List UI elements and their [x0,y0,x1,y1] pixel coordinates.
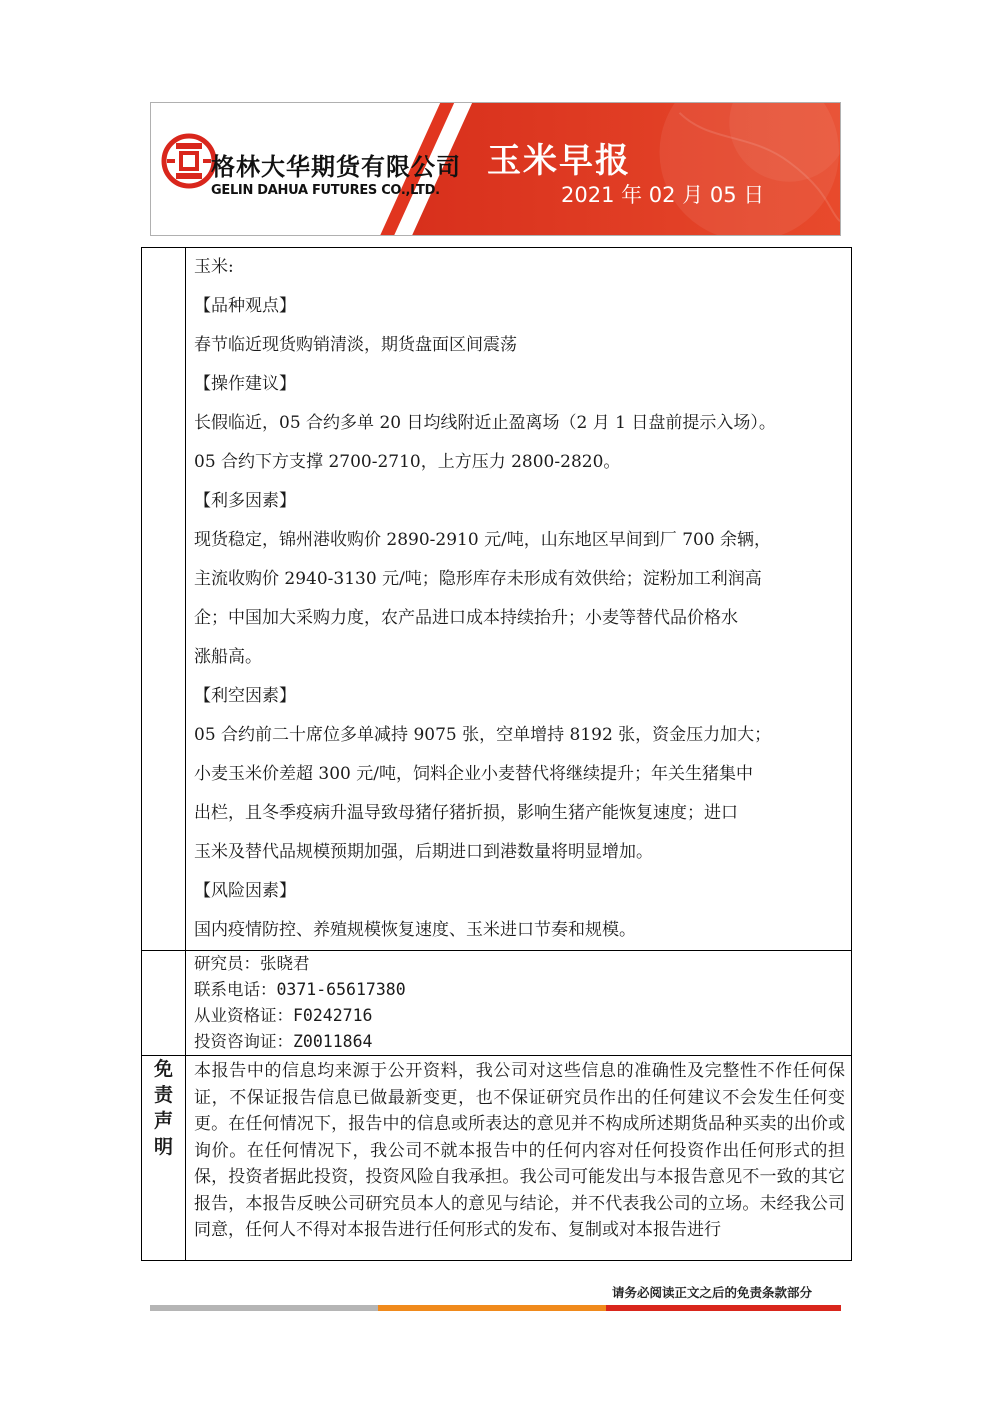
disclaimer-cell [186,1056,852,1261]
section-heading-view: 【品种观点】 [194,296,296,316]
company-logo-icon [161,133,217,189]
disclaimer-text: 本报告中的信息均来源于公开资料，我公司对这些信息的准确性及完整性不作任何保证，不保证报告信息已做最新变更，也不保证研究员作出的任何建议不会发生任何变更。在任何情况下，报告中的信息或所表达的意见并不构成所述期货品种买卖的出价或询价。在任何情况下，我公司不就本报告中的任何内容对任何投资作出任何形式的担保，投资者据此投资，投资风险自我承担。我公司可能发出与本报告意见不一致的其它报告，本报告反映公司研究员本人的意见与结论，并不代表我公司的立场。未经我公司同意，任何人不得对本报告进行任何形式的发布、复制或对本报告进行 [194,1061,845,1240]
content-line: 玉米及替代品规模预期加强，后期进口到港数量将明显增加。 [194,842,653,862]
content-line: 小麦玉米价差超 300 元/吨，饲料企业小麦替代将继续提升；年关生猪集中 [194,764,753,784]
footer-note: 请务必阅读正文之后的免责条款部分 [612,1285,813,1300]
section-heading-bearish: 【利空因素】 [194,686,296,706]
contact-phone: 联系电话：0371-65617380 [194,980,406,999]
report-title: 玉米早报 [487,141,631,181]
report-header-banner [150,102,841,236]
content-line: 玉米: [194,257,234,277]
analyst-row [142,951,852,1056]
disclaimer-label-char: 声 [153,1110,173,1132]
section-heading-risk: 【风险因素】 [194,881,296,901]
report-date: 2021 年 02 月 05 日 [561,183,765,207]
content-line: 主流收购价 2940-3130 元/吨；隐形库存未形成有效供给；淀粉加工利润高 [194,569,762,589]
footer-color-bar [150,1305,841,1311]
content-cell [186,248,852,951]
disclaimer-label-char: 责 [153,1084,173,1106]
content-line: 现货稳定，锦州港收购价 2890-2910 元/吨，山东地区早间到厂 700 余辆， [194,530,772,550]
analyst-left-cell [142,951,186,1056]
content-line: 春节临近现货购销清淡，期货盘面区间震荡 [194,335,517,355]
researcher-name: 研究员：张晓君 [194,954,310,973]
section-heading-advice: 【操作建议】 [194,374,296,394]
company-name-en: GELIN DAHUA FUTURES CO.,LTD. [211,183,440,198]
content-line: 05 合约前二十席位多单减持 9075 张，空单增持 8192 张，资金压力加大； [194,725,772,745]
consulting-cert: 投资咨询证：Z0011864 [194,1032,373,1051]
section-heading-bullish: 【利多因素】 [194,491,296,511]
company-name-cn: 格林大华期货有限公司 [211,153,461,181]
disclaimer-row [142,1056,852,1261]
content-line: 涨船高。 [194,647,262,667]
qualification-cert: 从业资格证：F0242716 [194,1006,373,1025]
content-line: 国内疫情防控、养殖规模恢复速度、玉米进口节奏和规模。 [194,920,636,940]
analyst-cell [186,951,852,1056]
disclaimer-label [142,1056,186,1261]
report-table [141,247,852,1261]
content-row [142,248,852,951]
content-left-cell [142,248,186,951]
disclaimer-label-char: 明 [153,1136,173,1158]
disclaimer-label-char: 免 [153,1058,173,1080]
content-line: 长假临近，05 合约多单 20 日均线附近止盈离场（2 月 1 日盘前提示入场）。 [194,413,776,433]
content-line: 05 合约下方支撑 2700-2710，上方压力 2800-2820。 [194,452,621,472]
content-line: 出栏，且冬季疫病升温导致母猪仔猪折损，影响生猪产能恢复速度；进口 [194,803,738,823]
content-line: 企；中国加大采购力度，农产品进口成本持续抬升；小麦等替代品价格水 [194,608,738,628]
